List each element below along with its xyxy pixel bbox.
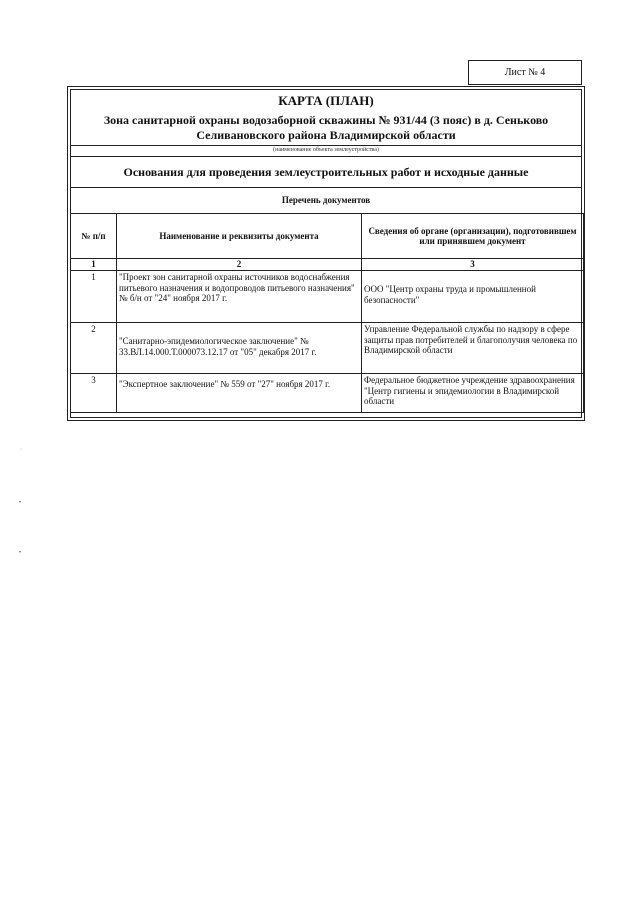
row-number: 2: [71, 323, 117, 374]
document-frame: [67, 86, 585, 421]
column-number-2: 2: [117, 259, 362, 271]
documents-table: [70, 213, 584, 413]
documents-list-title: Перечень документов: [281, 195, 371, 205]
sheet-number-label: Лист № 4: [468, 60, 582, 85]
document-text: "Санитарно-эпидемиологическое заключение" № 33.ВЛ.14.000.Т.000073.12.17 от "05" декабря 2017 г.: [119, 336, 317, 357]
document-name: "Проект зон санитарной охраны источников водоснабжения питьевого назначения и водопроводов питьевого назначения" № б/н от "24" ноября 2017 г.: [117, 271, 362, 323]
document-name: [117, 374, 362, 413]
document-subtitle: Зона санитарной охраны водозаборной скважины № 931/44 (3 пояс) в д. Сеньково Селивановского района Владимирской области: [103, 113, 549, 142]
organization-name: Управление Федеральной службы по надзору в сфере защиты прав потребителей и благополучия человека по Владимирской области: [362, 323, 584, 374]
scan-speck: •: [19, 500, 22, 506]
row-number: 3: [71, 374, 117, 413]
table-header-row: [71, 214, 584, 259]
document-title: КАРТА (ПЛАН): [278, 93, 374, 108]
basis-divider: [71, 187, 581, 188]
basis-heading: Основания для проведения землеустроительных работ и исходные данные: [123, 165, 529, 179]
column-header-number: № п/п: [71, 214, 117, 259]
table-row: [71, 374, 584, 413]
section-divider: [71, 156, 581, 157]
document-name: [117, 323, 362, 374]
column-header-organization: Сведения об органе (организации), подготовившем или принявшем документ: [362, 214, 584, 259]
table-row: [71, 271, 584, 323]
column-number-1: 1: [71, 259, 117, 271]
column-number-row: [71, 259, 584, 271]
column-header-document: Наименование и реквизиты документа: [117, 214, 362, 259]
column-number-3: 3: [362, 259, 584, 271]
object-caption: (наименование объекта землеустройства): [273, 147, 379, 153]
organization-text: ООО "Центр охраны труда и промышленной безопасности": [364, 284, 536, 305]
scan-speck: •: [19, 550, 22, 556]
table-row: [71, 323, 584, 374]
document-text: "Экспертное заключение" № 559 от "27" ноября 2017 г.: [119, 379, 331, 389]
row-number: 1: [71, 271, 117, 323]
scan-speck: ·: [20, 447, 22, 453]
organization-name: Федеральное бюджетное учреждение здравоохранения "Центр гигиены и эпидемиологии в Владимирской области: [362, 374, 584, 413]
organization-name: [362, 271, 584, 323]
document-inner-frame: [70, 89, 582, 418]
